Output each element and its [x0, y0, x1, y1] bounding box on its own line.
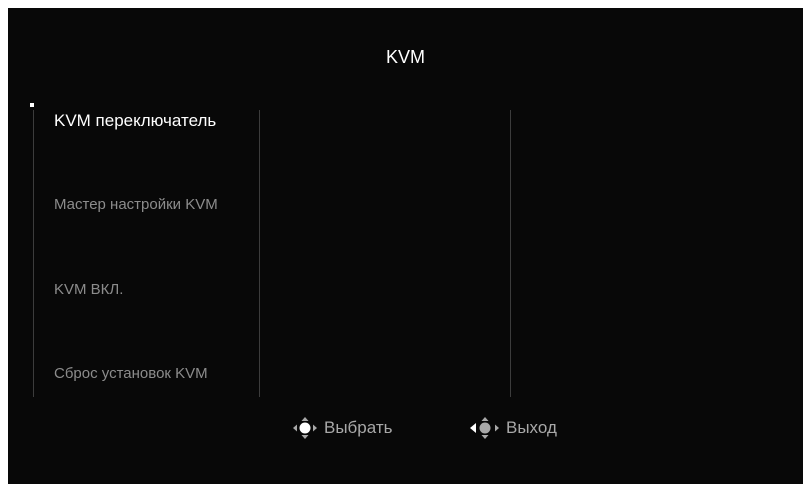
select-label: Выбрать [324, 418, 393, 437]
menu-item-kvm-on[interactable]: KVM ВКЛ. [54, 281, 124, 298]
joystick-press-icon [290, 416, 320, 440]
osd-panel [8, 8, 803, 484]
select-hint[interactable] [290, 416, 392, 440]
menu-item-kvm-switch[interactable]: KVM переключатель [54, 111, 217, 130]
left-divider [33, 110, 34, 397]
osd-title: KVM [385, 47, 425, 67]
exit-label: Выход [506, 418, 557, 437]
menu-divider [259, 110, 260, 397]
menu-item-kvm-reset[interactable]: Сброс установок KVM [54, 365, 208, 382]
selection-marker [30, 103, 34, 107]
joystick-left-icon [468, 416, 502, 440]
kvm-menu [54, 8, 259, 484]
exit-hint[interactable] [468, 416, 557, 440]
submenu-divider [510, 110, 511, 397]
menu-item-kvm-wizard[interactable]: Мастер настройки KVM [54, 196, 218, 213]
